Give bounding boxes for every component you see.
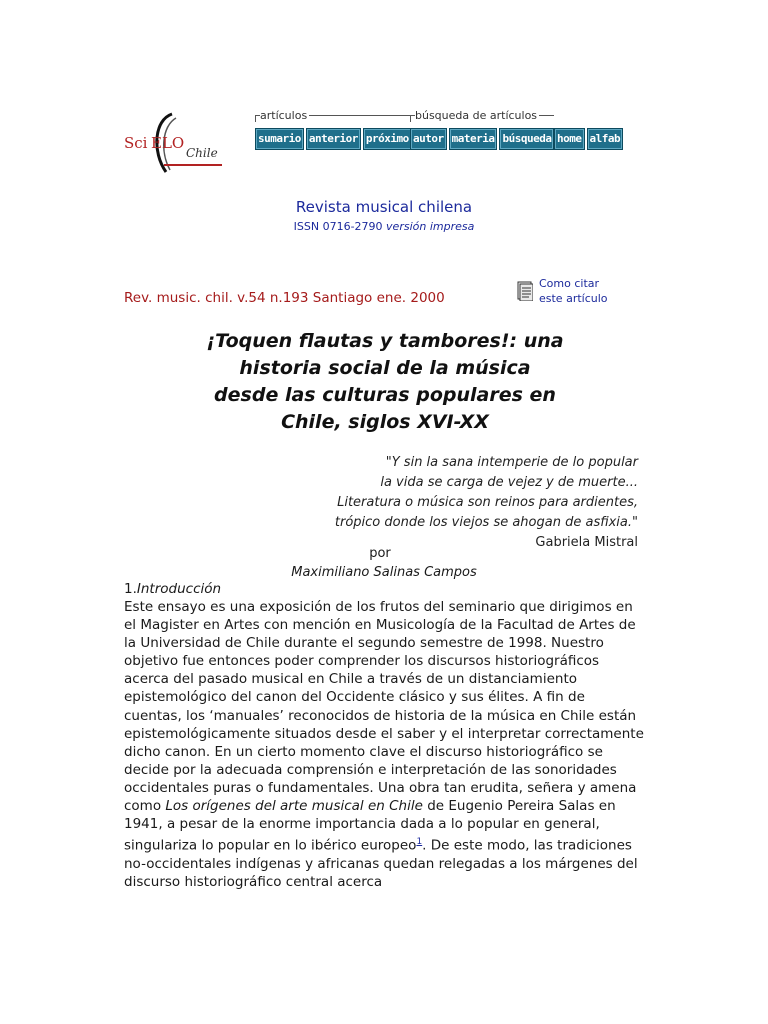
logo-chile-text: Chile (186, 146, 218, 160)
epigraph-line: "Y sin la sana intemperie de lo popular (385, 455, 638, 470)
nav-articulos (255, 108, 412, 150)
nav-extra (554, 108, 623, 150)
home-button[interactable]: home (554, 128, 585, 150)
journal-title: Revista musical chilena (295, 198, 473, 216)
nav-articulos-caption: artículos (260, 108, 308, 122)
section-heading (124, 580, 221, 598)
logo-elo-text: ELO (151, 134, 185, 152)
nav-busqueda (410, 108, 554, 150)
autor-button[interactable]: autor (410, 128, 447, 150)
citation: Rev. music. chil. v.54 n.193 Santiago ene. 2000 (124, 290, 445, 306)
body-text (124, 598, 644, 891)
issn-line (0, 220, 768, 233)
epigraph-line: la vida se carga de vejez y de muerte... (380, 475, 638, 490)
issn-version: versión impresa (386, 220, 475, 233)
nav-busqueda-caption: búsqueda de artículos (415, 108, 538, 122)
materia-button[interactable]: materia (449, 128, 498, 150)
section-number: 1. (124, 581, 137, 597)
anterior-button[interactable]: anterior (306, 128, 361, 150)
epigraph-line: Literatura o música son reinos para ardientes, (337, 495, 638, 510)
cite-link-line2[interactable]: este artículo (539, 292, 608, 305)
epigraph-line: trópico donde los viejos se ahogan de asfixia." (334, 515, 638, 530)
scielo-chile-logo[interactable] (124, 112, 234, 174)
footnote-link[interactable]: 1 (416, 837, 423, 848)
proximo-button[interactable]: próximo (363, 128, 412, 150)
book-title: Los orígenes del arte musical en Chile (165, 798, 423, 815)
issn-number: ISSN 0716-2790 (293, 220, 383, 233)
logo-underline (164, 164, 222, 166)
byline-por: por (369, 546, 391, 561)
article-title: ¡Toquen flautas y tambores!: una historia social de la música desde las culturas populares en Chile, siglos XVI-XX (206, 330, 564, 433)
busqueda-button[interactable]: búsqueda (499, 128, 554, 150)
section-title: Introducción (136, 581, 222, 597)
paragraph: Este ensayo es una exposición de los frutos del seminario que dirigimos en el Magister en Artes con mención en Musicología de la Facultad de Artes de la Universidad de Chile durante el segundo semestre de 1998. Nuestro objetivo fue entonces poder comprender los discursos historiográficos acerca del pasado musical en Chile a través de un distanciamiento epistemológico del canon del Occidente clásico y sus élites. A fin de cuentas, los ‘manuales’ reconocidos de historia de la música en Chile están epistemológicamente situados desde el saber y el interpretar correctamente dicho canon. En un cierto momento clave el discurso historiográfico se decide por la adecuada comprensión e interpretación de las sonoridades occidentales puras o fundamentales. Una obra tan erudita, señera y amena como Los orígenes del arte musical en Chile de Eugenio Pereira Salas en 1941, a pesar de la enorme importancia dada a lo popular en general, singulariza lo popular en lo ibérico europeo$^1$. De este modo, las tradiciones no-occidentales indígenas y africanas quedan relegadas a los márgenes del discurso historiográfico central acerca (124, 599, 644, 890)
epigraph-author: Gabriela Mistral (535, 535, 638, 550)
author-name: Maximiliano Salinas Campos (291, 565, 477, 580)
alfab-button[interactable]: alfab (587, 128, 624, 150)
cite-link-line1[interactable]: Como citar (539, 277, 600, 290)
epigraph (218, 453, 638, 553)
sumario-button[interactable]: sumario (255, 128, 304, 150)
cite-article-link[interactable] (517, 276, 608, 306)
logo-sci-text: Sci (124, 134, 148, 152)
document-icon (517, 281, 533, 301)
